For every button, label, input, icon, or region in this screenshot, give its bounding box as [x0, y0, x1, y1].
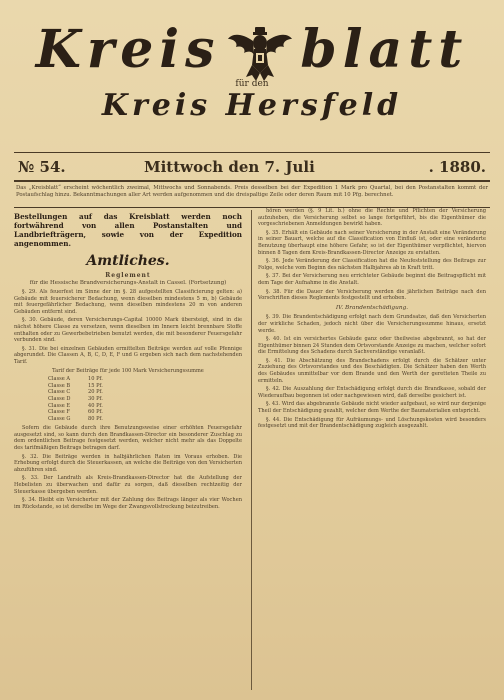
column-divider — [251, 210, 252, 690]
regulation-title: Reglement — [105, 272, 151, 279]
paragraph: §. 32. Die Beiträge werden in halbjährlichen Raten im Voraus erhoben. Die Erhebung erfolgt durch die Steuerkassen, an welche die Beiträge von den Versicherten abzuführen sind. — [14, 453, 242, 473]
paragraph: §. 37. Bei der Versicherung neu errichteter Gebäude beginnt die Beitragspflicht mit dem Tage der Aufnahme in die Anstalt. — [258, 273, 486, 286]
paragraph: §. 35. Erhält ein Gebäude nach seiner Versicherung in der Anstalt eine Veränderung in seiner Bauart, welche auf die Classification von Einfluß ist, oder eine veränderte Benutzung überhaupt eine höhere Gefahr, so ist der Eigenthümer verpflichtet, hiervon binnen 8 Tagen dem Kreis-Brandkassen-Director Anzeige zu erstatten. — [258, 229, 486, 256]
masthead-title-left: Kreis — [35, 19, 221, 80]
issue-date: Mittwoch den 7. Juli — [144, 158, 315, 176]
issue-year: . 1880. — [428, 158, 486, 176]
paragraph: §. 31. Die bei einzelnen Gebäuden ermittelten Beiträge werden auf volle Pfennige abgerundet. Die Classen A, B, C, D, E, F und G ergeben sich nach dem nachstehenden Tarif. — [14, 345, 242, 365]
paragraph: §. 34. Bleibt ein Versicherter mit der Zahlung des Beitrags länger als vier Wochen im Rückstande, so ist derselbe im Wege der Zwangsvollstreckung beizutreiben. — [14, 497, 242, 510]
paragraph: §. 29. Als feuerfest im Sinne der im §. 28 aufgestellten Classificierung gelten: a) Gebäude mit feuersicherer Bedachung, wenn dieselben mindestens 5 m, b) Gebäude mit feuergefährlicher Bedachung, wenn dieselben mindestens 20 m von anderen Gebäuden entfernt sind. — [14, 289, 242, 315]
masthead-title — [14, 20, 490, 83]
section-heading-brandentschaedigung: IV. Brandentschädigung. — [335, 304, 409, 311]
paragraph: hören werden (§. 9 Lit. b.) ohne die Rechte und Pflichten der Versicherung aufzuheben, die Versicherung selbst so lange fortgeführt, bis die Eigenthümer die vorgeschriebenen Anmeldungen bewirkt haben. — [258, 208, 486, 228]
issue-bar — [14, 156, 490, 178]
paragraph: §. 39. Die Brandentschädigung erfolgt nach dem Grundsatze, daß den Versicherten der wirkliche Schaden, jedoch nicht über die Versicherungssumme hinaus, ersetzt werde. — [258, 314, 486, 334]
section-title-amtliches: Amtliches. — [86, 253, 170, 269]
tariff-row: Classe C 20 Pf. — [48, 389, 103, 396]
masthead-for-the: für den — [235, 79, 269, 89]
paragraph: §. 43. Wird das abgebrannte Gebäude nicht wieder aufgebaut, so wird nur derjenige Theil der Entschädigung gezahlt, welcher dem Werthe der Baumaterialien entspricht. — [258, 401, 486, 415]
tariff-row: Classe A 10 Pf. — [48, 376, 103, 383]
masthead — [14, 0, 490, 128]
paragraph: Sofern die Gebäude durch ihre Benutzungsweise einer erhöhten Feuersgefahr ausgesetzt sind, so kann durch den Brandkassen-Director ein besonderer Zuschlag zu dem ordentlichen Beitrage festgesetzt werden, welcher nicht mehr als das Doppelte des tarifmäßigen Beitrags betragen darf. — [14, 425, 242, 452]
masthead-district: Kreis Hersfeld — [101, 88, 403, 123]
paragraph: §. 38. Für die Dauer der Versicherung werden die jährlichen Beiträge nach den Vorschriften dieses Reglements festgestellt und erhoben. — [258, 288, 486, 302]
tariff-table — [48, 376, 242, 422]
right-column — [258, 208, 486, 432]
paragraph: §. 41. Die Abschätzung des Brandschadens erfolgt durch die Schätzer unter Zuziehung des Ortsvorstandes und des Beschädigten. Die Schätzer haben den Werth des Gebäudes unmittelbar vor dem Brande und den Werth der geretteten Theile zu ermitteln. — [258, 357, 486, 384]
tariff-row: Classe F 60 Pf. — [48, 409, 103, 416]
masthead-title-right: blatt — [300, 19, 469, 80]
paragraph: §. 40. Ist ein versichertes Gebäude ganz oder theilweise abgebrannt, so hat der Eigenthümer binnen 24 Stunden dem Ortsvorstande Anzeige zu machen, welcher sofort die Ermittelung des Schadens durch Sachverständige veranlaßt. — [258, 336, 487, 356]
tariff-head: Tarif der Beiträge für jede 100 Mark Versicherungssumme — [52, 367, 204, 374]
tariff-row: Classe D 30 Pf. — [48, 395, 103, 402]
paragraph: §. 42. Die Auszahlung der Entschädigung erfolgt durch die Brandkasse, sobald der Wiederaufbau begonnen ist oder nachgewiesen wird, daß derselbe gesichert ist. — [258, 386, 486, 399]
paragraph: §. 36. Jede Veränderung der Classification hat die Neufeststellung des Beitrags zur Folge, welche vom Beginn des nächsten Halbjahres ab in Kraft tritt. — [258, 258, 486, 271]
paragraph: §. 33. Der Landrath als Kreis-Brandkassen-Director hat die Aufstellung der Hebelisten zu überwachen und dafür zu sorgen, daß dieselben rechtzeitig der Steuerkasse übergeben werden. — [14, 475, 242, 495]
rule-top — [14, 152, 490, 153]
intro-paragraph: Das „Kreisblatt“ erscheint wöchentlich zweimal, Mittwochs und Sonnabends. Preis desselben bei der Expedition 1 Mark pro Quartal, bei den Postanstalten kommt der Postaufschlag hinzu. Bekanntmachungen aller Art werden aufgenommen und die dreispaltige Zeile oder deren Raum mit 10 Pfg. berechnet. — [16, 185, 488, 198]
eagle-crest-icon — [226, 25, 294, 83]
rule-bottom — [14, 180, 490, 182]
tariff-row: Classe G 80 Pf. — [48, 415, 103, 422]
tariff-row: Classe B 15 Pf. — [48, 382, 103, 389]
paragraph: §. 44. Die Entschädigung für Aufräumungs- und Löschungskosten wird besonders festgesetzt und mit der Brandentschädigung zugleich ausgezahlt. — [258, 416, 486, 430]
regulation-subhead: für die Hessische Brandversicherungs-Anstalt in Cassel. (Fortsetzung) — [29, 280, 227, 286]
issue-number: № 54. — [18, 158, 66, 176]
tariff-row: Classe E 40 Pf. — [48, 402, 103, 409]
left-column — [14, 212, 242, 512]
paragraph: §. 30. Gebäude, deren Versicherungs-Capital 10000 Mark übersteigt, sind in die nächst höhere Classe zu versetzen, wenn dieselben im Innern leicht brennbare Stoffe enthalten oder zu Gewerbebetrieben benutzt werden, die mit besonderer Feuersgefahr verbunden sind. — [14, 317, 242, 344]
subscription-notice: Bestellungen auf das Kreisblatt werden noch fortwährend von allen Postanstalten und Landbriefträgern, sowie von der Expedition angenommen. — [14, 212, 242, 248]
